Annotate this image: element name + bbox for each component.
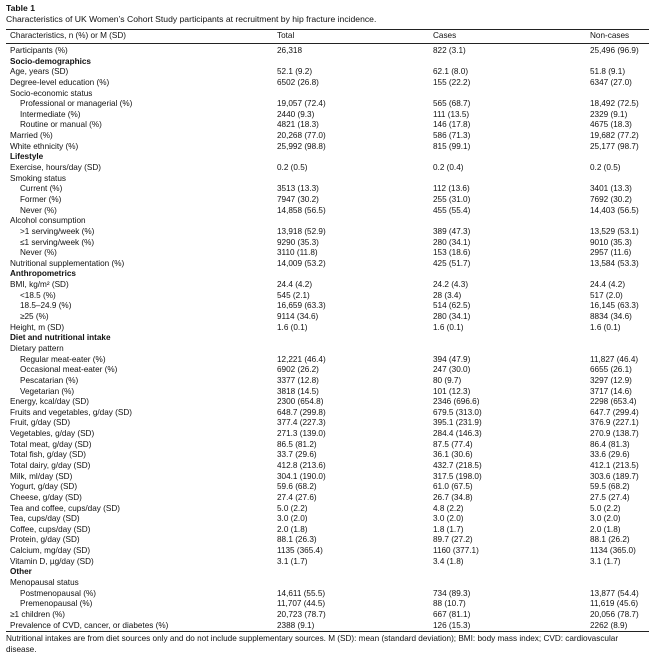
cell-cases: 4.8 (2.2): [433, 503, 464, 513]
cell-characteristic: Postmenopausal (%): [20, 588, 96, 598]
cell-cases: 0.2 (0.4): [433, 163, 464, 173]
cell-cases: 394 (47.9): [433, 354, 471, 364]
cell-non-cases: 376.9 (227.1): [590, 418, 639, 428]
cell-cases: 815 (99.1): [433, 141, 471, 151]
table-row: [0, 110, 655, 121]
cell-non-cases: 3297 (12.9): [590, 375, 632, 385]
cell-characteristic: Pescatarian (%): [20, 375, 79, 385]
cell-characteristic: BMI, kg/m² (SD): [10, 280, 69, 290]
table-row: [0, 408, 655, 419]
cell-cases: 432.7 (218.5): [433, 460, 482, 470]
table-row: [0, 291, 655, 302]
cell-non-cases: 6655 (26.1): [590, 365, 632, 375]
cell-characteristic: Energy, kcal/day (SD): [10, 397, 90, 407]
table-row: [0, 323, 655, 334]
table-row: [0, 163, 655, 174]
cell-characteristic: Cheese, g/day (SD): [10, 492, 82, 502]
cell-total: 2388 (9.1): [277, 620, 315, 630]
table-row: [0, 504, 655, 515]
cell-cases: 280 (34.1): [433, 312, 471, 322]
cell-total: 12,221 (46.4): [277, 354, 326, 364]
cell-total: 3818 (14.5): [277, 386, 319, 396]
cell-non-cases: 19,682 (77.2): [590, 131, 639, 141]
cell-total: 13,918 (52.9): [277, 226, 326, 236]
table-row: [0, 578, 655, 589]
cell-non-cases: 8834 (34.6): [590, 312, 632, 322]
table-row: [0, 195, 655, 206]
cell-cases: 62.1 (8.0): [433, 67, 469, 77]
cell-cases: 565 (68.7): [433, 99, 471, 109]
cell-cases: 284.4 (146.3): [433, 429, 482, 439]
cell-total: 1135 (365.4): [277, 546, 323, 556]
cell-total: 20,723 (78.7): [277, 609, 326, 619]
cell-characteristic: 18.5–24.9 (%): [20, 301, 72, 311]
cell-characteristic: >1 serving/week (%): [20, 226, 95, 236]
cell-total: 7947 (30.2): [277, 194, 319, 204]
cell-total: 304.1 (190.0): [277, 471, 326, 481]
cell-characteristic: Premenopausal (%): [20, 599, 93, 609]
table-row: [0, 216, 655, 227]
section-row: [0, 57, 655, 68]
cell-characteristic: ≤1 serving/week (%): [20, 237, 95, 247]
cell-non-cases: 18,492 (72.5): [590, 99, 639, 109]
table-row: [0, 589, 655, 600]
cell-cases: 24.2 (4.3): [433, 280, 469, 290]
cell-total: 86.5 (81.2): [277, 439, 317, 449]
table-row: [0, 46, 655, 57]
cell-characteristic: White ethnicity (%): [10, 141, 79, 151]
cell-cases: 28 (3.4): [433, 290, 462, 300]
cell-cases: 1160 (377.1): [433, 546, 479, 556]
table-row: [0, 440, 655, 451]
table-row: [0, 238, 655, 249]
cell-characteristic: Age, years (SD): [10, 67, 69, 77]
cell-total: 377.4 (227.3): [277, 418, 326, 428]
cell-cases: 146 (17.8): [433, 120, 471, 130]
cell-non-cases: 25,496 (96.9): [590, 46, 639, 55]
cell-total: 27.4 (27.6): [277, 492, 317, 502]
cell-characteristic: Height, m (SD): [10, 322, 65, 332]
cell-cases: 101 (12.3): [433, 386, 471, 396]
header-total: Total: [277, 31, 295, 40]
cell-total: 26,318: [277, 46, 303, 55]
cell-characteristic: Professional or managerial (%): [20, 99, 133, 109]
cell-characteristic: Regular meat-eater (%): [20, 354, 106, 364]
cell-cases: 586 (71.3): [433, 131, 471, 141]
cell-non-cases: 13,584 (53.3): [590, 258, 639, 268]
cell-cases: 734 (89.3): [433, 588, 471, 598]
table-row: [0, 120, 655, 131]
table-row: [0, 599, 655, 610]
cell-characteristic: Participants (%): [10, 46, 68, 55]
cell-characteristic: ≥25 (%): [20, 312, 49, 322]
cell-total: 412.8 (213.6): [277, 460, 326, 470]
cell-cases: 61.0 (67.5): [433, 482, 473, 492]
cell-non-cases: 86.4 (81.3): [590, 439, 630, 449]
cell-cases: 822 (3.1): [433, 46, 466, 55]
cell-total: 3110 (11.8): [277, 248, 318, 258]
cell-total: 4821 (18.3): [277, 120, 319, 130]
cell-total: 545 (2.1): [277, 290, 310, 300]
cell-characteristic: <18.5 (%): [20, 290, 56, 300]
cell-total: 3.0 (2.0): [277, 514, 308, 524]
cell-non-cases: 270.9 (138.7): [590, 429, 639, 439]
cell-non-cases: 24.4 (4.2): [590, 280, 626, 290]
cell-non-cases: 9010 (35.3): [590, 237, 632, 247]
cell-characteristic: Nutritional supplementation (%): [10, 258, 125, 268]
table-label: Table 1: [6, 3, 35, 13]
table-row: [0, 259, 655, 270]
header-non-cases: Non-cases: [590, 31, 630, 40]
cell-non-cases: 2.0 (1.8): [590, 524, 621, 534]
cell-total: 14,858 (56.5): [277, 205, 326, 215]
cell-characteristic: Vegetarian (%): [20, 386, 75, 396]
cell-characteristic: Total dairy, g/day (SD): [10, 460, 91, 470]
cell-non-cases: 4675 (18.3): [590, 120, 632, 130]
cell-non-cases: 20,056 (78.7): [590, 609, 639, 619]
table-row: [0, 546, 655, 557]
table-row: [0, 450, 655, 461]
table-row: [0, 472, 655, 483]
cell-non-cases: 303.6 (189.7): [590, 471, 639, 481]
table-row: [0, 280, 655, 291]
cell-non-cases: 2329 (9.1): [590, 109, 628, 119]
table-row: [0, 78, 655, 89]
cell-characteristic: Occasional meat-eater (%): [20, 365, 118, 375]
cell-non-cases: 13,529 (53.1): [590, 226, 639, 236]
cell-total: 24.4 (4.2): [277, 280, 313, 290]
cell-non-cases: 517 (2.0): [590, 290, 623, 300]
header-cases: Cases: [433, 31, 457, 40]
cell-total: 2.0 (1.8): [277, 524, 308, 534]
table-row: [0, 429, 655, 440]
cell-characteristic: Protein, g/day (SD): [10, 535, 80, 545]
cell-non-cases: 5.0 (2.2): [590, 503, 621, 513]
cell-characteristic: Smoking status: [10, 173, 66, 183]
section-row: [0, 333, 655, 344]
table-row: [0, 418, 655, 429]
cell-characteristic: Tea and coffee, cups/day (SD): [10, 503, 120, 513]
cell-total: 648.7 (299.8): [277, 407, 326, 417]
cell-cases: 80 (9.7): [433, 375, 462, 385]
cell-non-cases: 16,145 (63.3): [590, 301, 639, 311]
cell-cases: 514 (62.5): [433, 301, 471, 311]
table-row: [0, 174, 655, 185]
cell-characteristic: Intermediate (%): [20, 109, 81, 119]
cell-characteristic: Fruits and vegetables, g/day (SD): [10, 407, 132, 417]
cell-cases: 89.7 (27.2): [433, 535, 473, 545]
cell-characteristic: Former (%): [20, 194, 62, 204]
cell-non-cases: 1134 (365.0): [590, 546, 636, 556]
table-row: [0, 610, 655, 621]
cell-non-cases: 14,403 (56.5): [590, 205, 639, 215]
cell-non-cases: 3401 (13.3): [590, 184, 632, 194]
cell-cases: 88 (10.7): [433, 599, 466, 609]
table-row: [0, 184, 655, 195]
table-row: [0, 376, 655, 387]
cell-total: 6902 (26.2): [277, 365, 319, 375]
header-characteristics: Characteristics, n (%) or M (SD): [10, 31, 127, 40]
table-row: [0, 535, 655, 546]
cell-total: 52.1 (9.2): [277, 67, 313, 77]
cell-characteristic: Total meat, g/day (SD): [10, 439, 92, 449]
table-row: [0, 344, 655, 355]
cell-total: 3513 (13.3): [277, 184, 319, 194]
cell-cases: 36.1 (30.6): [433, 450, 473, 460]
section-row: [0, 269, 655, 280]
cell-total: 11,707 (44.5): [277, 599, 326, 609]
cell-non-cases: 59.5 (68.2): [590, 482, 630, 492]
cell-cases: 26.7 (34.8): [433, 492, 473, 502]
table-footnote: Nutritional intakes are from diet sources only and do not include supplementary sources. M (SD): mean (standard deviation); BMI: body mass index; CVD: cardiovascular disease.: [6, 634, 619, 654]
cell-cases: 247 (30.0): [433, 365, 471, 375]
cell-total: 3377 (12.8): [277, 375, 319, 385]
cell-total: 14,009 (53.2): [277, 258, 326, 268]
cell-characteristic: Married (%): [10, 131, 53, 141]
cell-non-cases: 2262 (8.9): [590, 620, 628, 630]
cell-characteristic: Vegetables, g/day (SD): [10, 429, 95, 439]
cell-characteristic: Dietary pattern: [10, 343, 64, 353]
table-row: [0, 89, 655, 100]
table-row: [0, 142, 655, 153]
cell-total: 14,611 (55.5): [277, 588, 326, 598]
cell-characteristic: ≥1 children (%): [10, 609, 66, 619]
cell-non-cases: 25,177 (98.7): [590, 141, 639, 151]
cell-characteristic: Routine or manual (%): [20, 120, 102, 130]
table-caption: Characteristics of UK Women’s Cohort Study participants at recruitment by hip fracture incidence.: [6, 14, 377, 24]
cell-characteristic: Total fish, g/day (SD): [10, 450, 86, 460]
table-row: [0, 355, 655, 366]
bottom-rule: [6, 631, 649, 632]
cell-characteristic: Prevalence of CVD, cancer, or diabetes (%): [10, 620, 169, 630]
section-row: [0, 567, 655, 578]
table-row: [0, 525, 655, 536]
table-row: [0, 99, 655, 110]
cell-characteristic: Diet and nutritional intake: [10, 333, 111, 343]
cell-total: 6502 (26.8): [277, 77, 319, 87]
cell-non-cases: 647.7 (299.4): [590, 407, 639, 417]
cell-characteristic: Current (%): [20, 184, 63, 194]
cell-non-cases: 3.0 (2.0): [590, 514, 621, 524]
cell-total: 0.2 (0.5): [277, 163, 308, 173]
cell-total: 3.1 (1.7): [277, 556, 308, 566]
cell-cases: 280 (34.1): [433, 237, 471, 247]
cell-cases: 153 (18.6): [433, 248, 471, 258]
cell-non-cases: 51.8 (9.1): [590, 67, 626, 77]
cell-total: 19,057 (72.4): [277, 99, 326, 109]
table-row: [0, 493, 655, 504]
cell-total: 9114 (34.6): [277, 312, 319, 322]
table-row: [0, 482, 655, 493]
cell-cases: 1.6 (0.1): [433, 322, 464, 332]
table-row: [0, 557, 655, 568]
table-row: [0, 67, 655, 78]
cell-non-cases: 11,827 (46.4): [590, 354, 639, 364]
cell-total: 1.6 (0.1): [277, 322, 308, 332]
cell-total: 16,659 (63.3): [277, 301, 326, 311]
cell-non-cases: 3.1 (1.7): [590, 556, 621, 566]
cell-total: 20,268 (77.0): [277, 131, 326, 141]
table-row: [0, 227, 655, 238]
cell-characteristic: Calcium, mg/day (SD): [10, 546, 91, 556]
cell-characteristic: Never (%): [20, 248, 57, 258]
cell-cases: 395.1 (231.9): [433, 418, 482, 428]
table-row: [0, 312, 655, 323]
cell-total: 271.3 (139.0): [277, 429, 326, 439]
cell-characteristic: Socio-economic status: [10, 88, 93, 98]
cell-total: 9290 (35.3): [277, 237, 319, 247]
cell-cases: 317.5 (198.0): [433, 471, 482, 481]
table-row: [0, 397, 655, 408]
cell-total: 33.7 (29.6): [277, 450, 317, 460]
cell-characteristic: Milk, ml/day (SD): [10, 471, 73, 481]
cell-cases: 155 (22.2): [433, 77, 471, 87]
cell-non-cases: 0.2 (0.5): [590, 163, 621, 173]
table-row: [0, 131, 655, 142]
cell-cases: 667 (81.1): [433, 609, 471, 619]
cell-non-cases: 27.5 (27.4): [590, 492, 630, 502]
cell-cases: 455 (55.4): [433, 205, 471, 215]
cell-characteristic: Alcohol consumption: [10, 216, 86, 226]
cell-characteristic: Other: [10, 567, 32, 577]
cell-cases: 255 (31.0): [433, 194, 471, 204]
cell-characteristic: Menopausal status: [10, 578, 79, 588]
cell-characteristic: Exercise, hours/day (SD): [10, 163, 102, 173]
cell-characteristic: Anthropometrics: [10, 269, 76, 279]
cell-non-cases: 7692 (30.2): [590, 194, 632, 204]
cell-cases: 126 (15.3): [433, 620, 471, 630]
cell-characteristic: Never (%): [20, 205, 57, 215]
header-rule: [6, 43, 649, 44]
table-row: [0, 365, 655, 376]
cell-total: 2300 (654.8): [277, 397, 324, 407]
cell-cases: 3.0 (2.0): [433, 514, 464, 524]
section-row: [0, 152, 655, 163]
cell-non-cases: 88.1 (26.2): [590, 535, 630, 545]
cell-cases: 389 (47.3): [433, 226, 471, 236]
cell-total: 5.0 (2.2): [277, 503, 308, 513]
table-row: [0, 206, 655, 217]
table-row: [0, 461, 655, 472]
cell-cases: 1.8 (1.7): [433, 524, 464, 534]
table-row: [0, 621, 655, 632]
cell-non-cases: 1.6 (0.1): [590, 322, 621, 332]
cell-cases: 2346 (696.6): [433, 397, 480, 407]
cell-characteristic: Coffee, cups/day (SD): [10, 524, 91, 534]
cell-cases: 425 (51.7): [433, 258, 471, 268]
cell-non-cases: 3717 (14.6): [590, 386, 632, 396]
cell-non-cases: 2298 (653.4): [590, 397, 637, 407]
cell-cases: 3.4 (1.8): [433, 556, 464, 566]
cell-cases: 112 (13.6): [433, 184, 470, 194]
cell-characteristic: Fruit, g/day (SD): [10, 418, 71, 428]
cell-total: 59.6 (68.2): [277, 482, 317, 492]
cell-non-cases: 33.6 (29.6): [590, 450, 630, 460]
cell-non-cases: 11,619 (45.6): [590, 599, 639, 609]
cell-characteristic: Lifestyle: [10, 152, 44, 162]
cell-characteristic: Socio-demographics: [10, 56, 91, 66]
cell-cases: 111 (13.5): [433, 109, 470, 119]
cell-cases: 679.5 (313.0): [433, 407, 482, 417]
cell-total: 25,992 (98.8): [277, 141, 326, 151]
cell-characteristic: Vitamin D, µg/day (SD): [10, 556, 94, 566]
table-row: [0, 514, 655, 525]
table-row: [0, 248, 655, 259]
cell-non-cases: 2957 (11.6): [590, 248, 632, 258]
cell-total: 2440 (9.3): [277, 109, 315, 119]
cell-characteristic: Degree-level education (%): [10, 77, 110, 87]
cell-total: 88.1 (26.3): [277, 535, 317, 545]
cell-non-cases: 412.1 (213.5): [590, 460, 639, 470]
table-row: [0, 387, 655, 398]
cell-non-cases: 13,877 (54.4): [590, 588, 639, 598]
cell-characteristic: Yogurt, g/day (SD): [10, 482, 78, 492]
table-body: [0, 46, 655, 631]
table-row: [0, 301, 655, 312]
cell-characteristic: Tea, cups/day (SD): [10, 514, 80, 524]
cell-cases: 87.5 (77.4): [433, 439, 473, 449]
cell-non-cases: 6347 (27.0): [590, 77, 632, 87]
top-rule: [6, 29, 649, 30]
